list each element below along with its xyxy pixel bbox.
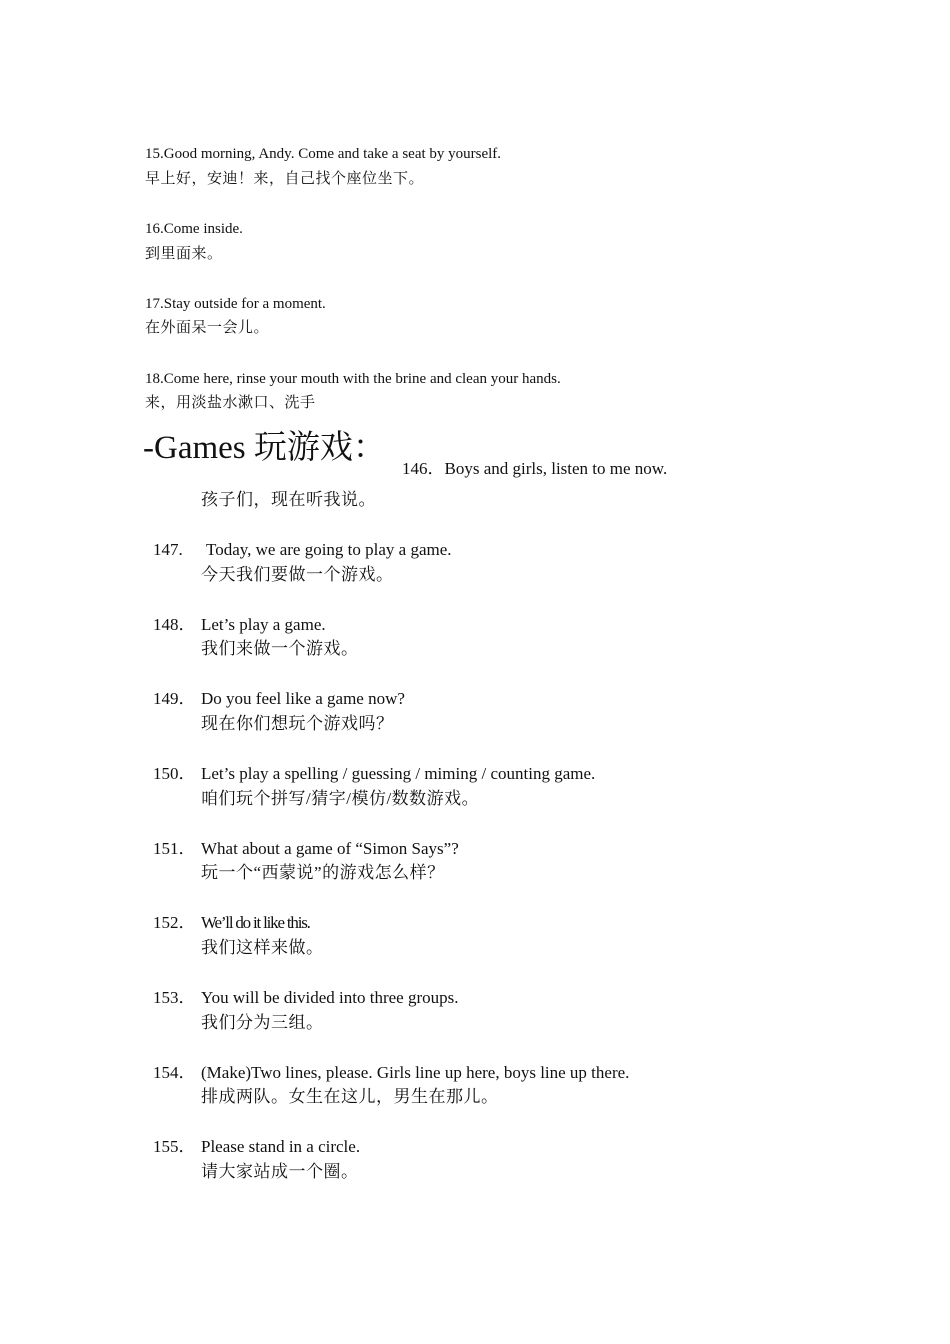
item-151-number: 151．	[153, 839, 196, 858]
item-152-chinese: 我们这样来做。	[201, 938, 324, 957]
intro-item-15-chinese: 早上好，安迪！来，自己找个座位坐下。	[145, 171, 425, 187]
item-149-number: 149．	[153, 689, 196, 708]
intro-item-18-chinese: 来，用淡盐水漱口、洗手	[145, 395, 316, 411]
item-146-chinese: 孩子们，现在听我说。	[201, 490, 376, 509]
item-149-english: Do you feel like a game now?	[201, 689, 405, 708]
item-153-chinese: 我们分为三组。	[201, 1013, 324, 1032]
item-147-chinese: 今天我们要做一个游戏。	[201, 565, 394, 584]
item-150-chinese: 咱们玩个拼写/猜字/模仿/数数游戏。	[201, 789, 480, 808]
item-152-number: 152．	[153, 913, 196, 932]
item-148-english: Let’s play a game.	[201, 615, 326, 634]
item-146-english: 146．Boys and girls, listen to me now.	[402, 459, 668, 478]
item-150-number: 150．	[153, 764, 196, 783]
section-heading: -Games 玩游戏：	[143, 430, 386, 466]
item-153-number: 153．	[153, 988, 196, 1007]
item-147-english: Today, we are going to play a game.	[206, 540, 452, 559]
item-153-english: You will be divided into three groups.	[201, 988, 459, 1007]
item-148-chinese: 我们来做一个游戏。	[201, 639, 359, 658]
item-148-number: 148．	[153, 615, 196, 634]
intro-item-16-chinese: 到里面来。	[145, 246, 223, 262]
item-151-chinese: 玩一个“西蒙说”的游戏怎么样？	[201, 863, 445, 882]
item-151-english: What about a game of “Simon Says”?	[201, 839, 459, 858]
intro-item-18-english: 18.Come here, rinse your mouth with the brine and clean your hands.	[145, 371, 561, 387]
item-150-english: Let’s play a spelling / guessing / miming / counting game.	[201, 764, 596, 783]
item-154-number: 154．	[153, 1063, 196, 1082]
intro-item-16-english: 16.Come inside.	[145, 221, 243, 237]
intro-item-15-english: 15.Good morning, Andy. Come and take a seat by yourself.	[145, 146, 502, 162]
intro-item-17-chinese: 在外面呆一会儿。	[145, 320, 270, 336]
item-154-chinese: 排成两队。女生在这儿，男生在那儿。	[201, 1087, 499, 1106]
item-155-chinese: 请大家站成一个圈。	[201, 1162, 359, 1181]
intro-item-17-english: 17.Stay outside for a moment.	[145, 296, 326, 312]
item-152-english: We’ll do it like this.	[201, 913, 310, 932]
item-155-number: 155．	[153, 1137, 196, 1156]
item-149-chinese: 现在你们想玩个游戏吗？	[201, 714, 394, 733]
item-155-english: Please stand in a circle.	[201, 1137, 361, 1156]
item-147-number: 147.	[153, 540, 183, 559]
item-154-english: (Make)Two lines, please. Girls line up here, boys line up there.	[201, 1063, 630, 1082]
